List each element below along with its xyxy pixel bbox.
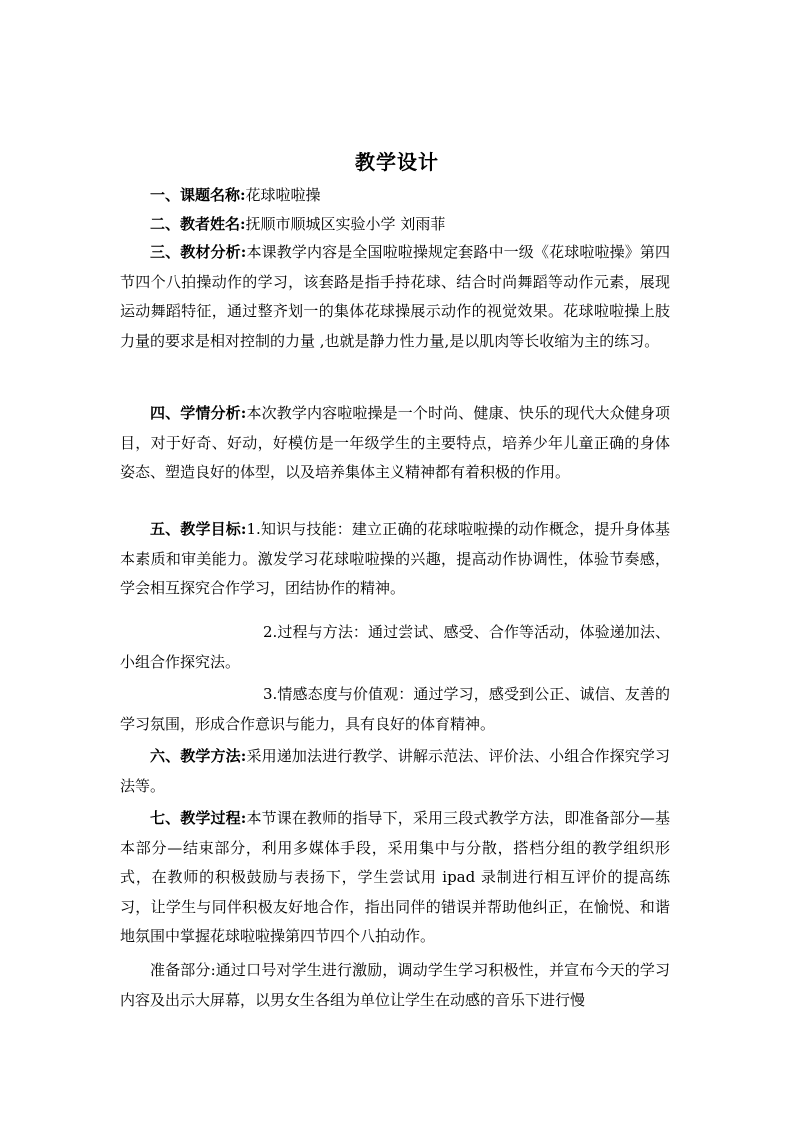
section-label: 三、教材分析: (150, 243, 247, 261)
section-topic-name (150, 181, 670, 211)
section-preparation-part (120, 956, 670, 1015)
section-label: 二、教者姓名: (150, 215, 246, 233)
section-text: 3.情感态度与价值观：通过学习，感受到公正、诚信、友善的学习氛围，形成合作意识与能力，具有良好的体育精神。 (120, 685, 670, 733)
section-student-analysis (120, 399, 670, 488)
section-label: 四、学情分析: (150, 404, 247, 422)
section-material-analysis (120, 238, 670, 356)
section-text: 采用递加法进行教学、讲解示范法、评价法、小组合作探究学习法等。 (120, 747, 670, 795)
section-text: 准备部分:通过口号对学生进行激励，调动学生学习积极性，并宣布今天的学习内容及出示大屏幕，以男女生各组为单位让学生在动感的音乐下进行慢 (120, 961, 670, 1009)
section-text: 本节课在教师的指导下，采用三段式教学方法，即准备部分—基本部分—结束部分，利用多媒体手段，采用集中与分散，搭档分组的教学组织形式，在教师的积极鼓励与表扬下，学生尝试用 ipad 录制进行相互评价的提高练习，让学生与同伴积极友好地合作，指出同伴的错误并帮助他纠正，在愉悦、和谐地氛围中掌握花球啦啦操第四节四个八拍动作。 (120, 809, 670, 945)
section-text: 本次教学内容啦啦操是一个时尚、健康、快乐的现代大众健身项目，对于好奇、好动，好模仿是一年级学生的主要特点，培养少年儿童正确的身体姿态、塑造良好的体型，以及培养集体主义精神都有着积极的作用。 (120, 404, 670, 481)
section-label: 六、教学方法: (150, 747, 247, 765)
section-label: 一、课题名称: (150, 186, 246, 204)
section-teaching-methods (120, 742, 670, 801)
section-teaching-goals (120, 515, 670, 604)
section-teaching-process (120, 804, 670, 952)
document-title: 教学设计 (355, 150, 439, 174)
section-goal-process-method (120, 618, 670, 677)
section-text: 花球啦啦操 (245, 186, 321, 204)
section-text: 2.过程与方法：通过尝试、感受、合作等活动，体验递加法、小组合作探究法。 (120, 623, 670, 671)
section-goal-attitude (120, 680, 670, 739)
section-label: 七、教学过程: (150, 809, 247, 827)
section-label: 五、教学目标: (150, 520, 247, 538)
section-text: 1.知识与技能：建立正确的花球啦啦操的动作概念，提升身体基本素质和审美能力。激发学习花球啦啦操的兴趣，提高动作协调性，体验节奏感，学会相互探究合作学习，团结协作的精神。 (120, 520, 670, 597)
section-teacher-name (150, 210, 670, 240)
section-text: 本课教学内容是全国啦啦操规定套路中一级《花球啦啦操》第四节四个八拍操动作的学习，该套路是指手持花球、结合时尚舞蹈等动作元素，展现运动舞蹈特征，通过整齐划一的集体花球操展示动作的视觉效果。花球啦啦操上肢力量的要求是相对控制的力量 ,也就是静力性力量,是以肌肉等长收缩为主的练习。 (120, 243, 670, 350)
section-text: 抚顺市顺城区实验小学 刘雨菲 (245, 215, 446, 233)
